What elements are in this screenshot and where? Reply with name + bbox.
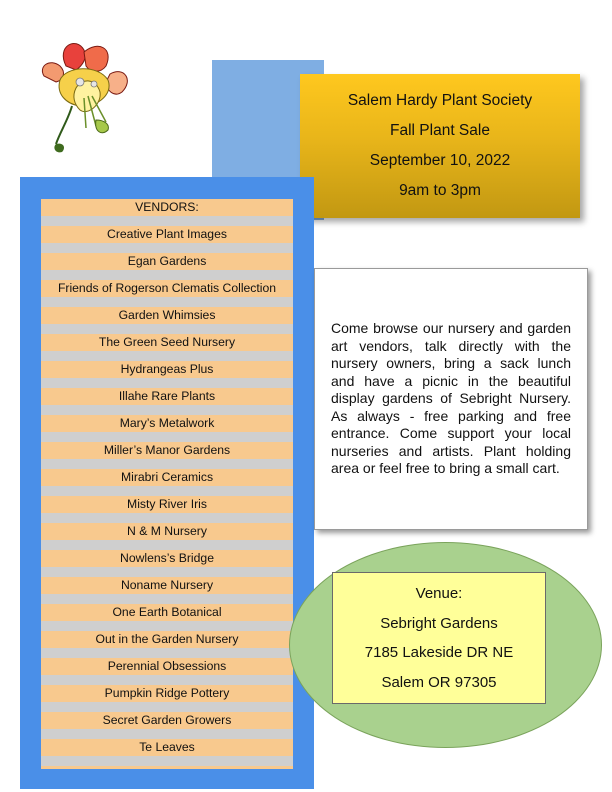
vendor-panel [20,177,314,789]
list-item: Friends of Rogerson Clematis Collection [57,281,277,295]
list-item: N & M Nursery [127,524,207,538]
list-item: One Earth Botanical [112,605,222,619]
venue-name: Sebright Gardens [380,614,498,632]
event-time: 9am to 3pm [399,182,481,199]
venue-box [332,572,546,704]
columbine-flower-icon [36,36,136,154]
list-item: Mirabri Ceramics [120,470,214,484]
list-item: Creative Plant Images [107,227,227,241]
list-item: Hydrangeas Plus [120,362,214,376]
list-item: The Green Seed Nursery [98,335,236,349]
event-name: Fall Plant Sale [390,122,490,139]
list-item: Pumpkin Ridge Pottery [104,686,230,700]
event-title-box [300,74,580,218]
list-item: Te Leaves [139,740,195,754]
list-item: Mary’s Metalwork [119,416,215,430]
list-item: Nowlens’s Bridge [120,551,214,565]
list-item: Illahe Rare Plants [118,389,216,403]
info-text: Come browse our nursery and garden art vendors, talk directly with the nursery owners, bring a sack lunch and have a picnic in the beautiful display gardens of Sebright Nursery. As always - free parking and free entrance. Come support your local nurseries and artists. Plant holding area or feel free to bring a small cart. [331,320,571,477]
list-item: Secret Garden Growers [102,713,232,727]
venue-street: 7185 Lakeside DR NE [364,644,514,662]
list-item: Miller’s Manor Gardens [103,443,231,457]
venue-city: Salem OR 97305 [381,673,497,691]
list-item: Noname Nursery [120,578,214,592]
vendor-list [41,199,293,769]
vendor-list-header: VENDORS: [135,200,199,214]
list-item: Out in the Garden Nursery [95,632,239,646]
event-org: Salem Hardy Plant Society [347,92,533,109]
info-box [314,268,588,530]
list-item: Garden Whimsies [118,308,216,322]
event-date: September 10, 2022 [369,152,511,169]
list-item: Perennial Obsessions [107,659,227,673]
list-item: Egan Gardens [127,254,207,268]
venue-label: Venue: [415,585,463,603]
list-item: Misty River Iris [127,497,207,511]
